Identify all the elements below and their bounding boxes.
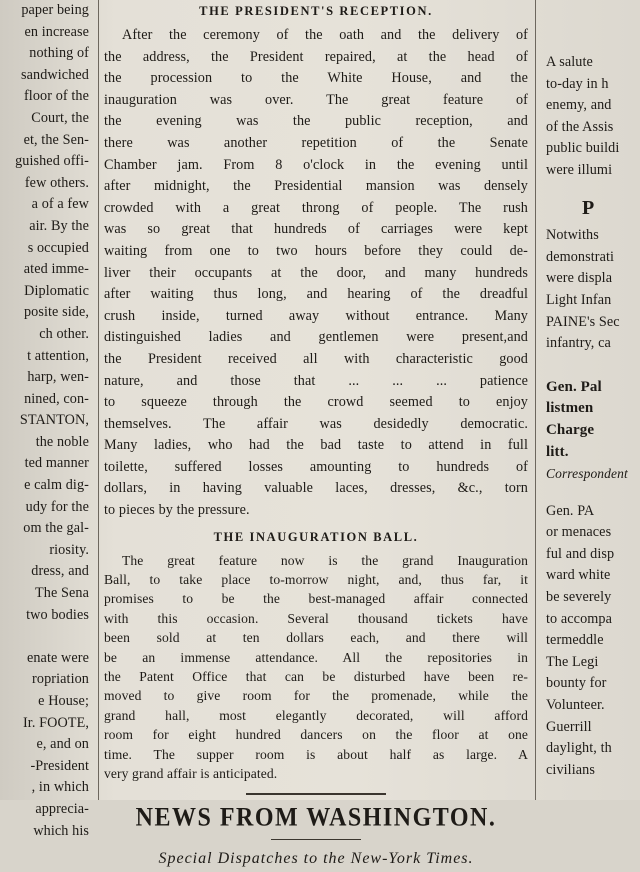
article-line: the Patent Office that can be disturbed have been re- xyxy=(104,669,528,684)
left-column-line: air. By the xyxy=(29,217,89,234)
right-column-line: The Legi xyxy=(546,653,599,670)
right-column-line: be severely xyxy=(546,589,612,606)
left-column-line: enate were xyxy=(26,649,89,666)
section-subtitle: Special Dispatches to the New-York Times. xyxy=(158,850,474,868)
article-line: dollars, in having valuable laces, dresses, &c., torn xyxy=(104,480,528,497)
left-column-line: a of a few xyxy=(31,196,89,213)
left-column-line: ted manner xyxy=(24,455,89,472)
right-column-line: Volunteer. xyxy=(546,697,605,714)
left-column-line: ropriation xyxy=(32,671,89,688)
column-rule xyxy=(98,0,99,800)
article-line: distinguished ladies and gentlemen were present,and xyxy=(104,329,528,346)
right-column-line: demonstrati xyxy=(546,248,615,265)
article-line: crowded with a great throng of people. The rush xyxy=(104,199,528,216)
left-column-line: t attention, xyxy=(27,347,89,364)
left-column-line: harp, wen- xyxy=(27,369,89,386)
left-column-line: s occupied xyxy=(27,239,89,256)
right-column-line: infantry, ca xyxy=(546,335,611,352)
left-column-line: ch other. xyxy=(39,325,89,342)
article-line: Ball, to take place to-morrow night, and, thus far, it xyxy=(104,572,528,588)
article-line: after waiting thus long, and hearing of the dreadful xyxy=(104,286,528,303)
left-column-line: -President xyxy=(30,757,89,774)
left-column-line: guished offi- xyxy=(15,153,89,170)
article-line: liver their occupants at the door, and many hundreds xyxy=(104,264,528,281)
article-line: room for eight hundred dancers on the floor at one xyxy=(104,727,528,743)
right-column-line: daylight, th xyxy=(546,740,612,757)
article-body-reception xyxy=(104,25,528,522)
column-rule xyxy=(535,0,536,800)
right-column-line: ward white xyxy=(546,567,611,584)
left-column-line: e calm dig- xyxy=(24,477,89,494)
right-block-b xyxy=(542,225,640,355)
left-column-line: sandwiched xyxy=(21,66,89,83)
right-column-line: PAINE's Sec xyxy=(546,313,620,330)
left-column-line: floor of the xyxy=(23,88,89,105)
article-line: there was another repetition of the Senate xyxy=(104,134,528,151)
article-line: nature, and those that ... ... ... patience xyxy=(104,372,528,389)
article-heading-ball: THE INAUGURATION BALL. xyxy=(213,529,419,544)
section-divider-small xyxy=(271,839,361,840)
left-column-line: udy for the xyxy=(25,498,89,515)
article-line: was so great that hundreds of carriages were kept xyxy=(104,221,528,238)
left-column-line: nothing of xyxy=(29,45,89,62)
left-column-line: STANTON, xyxy=(19,412,89,429)
article-line: The great feature now is the grand Inauguration xyxy=(122,552,528,568)
right-column-line: to-day in h xyxy=(546,75,609,92)
right-column-line: were displa xyxy=(546,270,613,287)
right-heading-line: Charge xyxy=(546,421,595,438)
article-line: to pieces by the pressure. xyxy=(104,502,250,519)
middle-column xyxy=(104,0,528,868)
article-line: to squeeze through the crowd seemed to enjoy xyxy=(104,394,528,411)
section-title: NEWS FROM WASHINGTON. xyxy=(135,804,497,833)
right-column-line: Notwiths xyxy=(546,227,599,244)
right-column-line: were illumi xyxy=(546,161,613,178)
left-column-line: om the gal- xyxy=(23,520,89,537)
left-column-line: Ir. FOOTE, xyxy=(22,714,89,731)
left-column-line: two bodies xyxy=(26,606,89,623)
right-heading-line: Gen. Pal xyxy=(546,378,602,395)
left-column-line: few others. xyxy=(24,174,89,191)
left-column-line xyxy=(0,626,92,648)
article-line: the address, the President repaired, at the head of xyxy=(104,48,528,65)
left-column-line: paper being xyxy=(21,2,89,18)
left-column-line: apprecia- xyxy=(35,800,89,817)
article-line: inauguration was over. The great feature of xyxy=(104,91,528,108)
left-column-line: which his xyxy=(33,822,89,839)
article-line: toilette, suffered losses amounting to hundreds of xyxy=(104,458,528,475)
left-column-line: , in which xyxy=(31,779,89,796)
left-column-line: ated imme- xyxy=(23,261,89,278)
article-line: be an immense attendance. All the repositories in xyxy=(104,649,528,665)
right-block-c xyxy=(542,501,640,782)
article-line: been sold at ten dollars each, and there will xyxy=(104,630,528,646)
right-column-line: A salute xyxy=(546,54,593,70)
right-heading-line: listmen xyxy=(546,400,594,417)
left-column-line: riosity. xyxy=(49,541,89,558)
left-column-line: en increase xyxy=(24,23,89,40)
right-heading-gen xyxy=(542,377,640,463)
article-line: the procession to the White House, and the xyxy=(104,70,528,87)
article-line: themselves. The affair was desidedly democratic. xyxy=(104,415,528,432)
article-line: grand hall, most elegantly decorated, will afford xyxy=(104,707,528,723)
right-column-line: Gen. PA xyxy=(546,502,595,519)
right-column-line: public buildi xyxy=(546,140,620,157)
article-line: very grand affair is anticipated. xyxy=(104,765,278,781)
right-column-line: termeddle xyxy=(546,632,604,649)
article-line: the President received all with characteristic good xyxy=(104,350,528,367)
right-column-line: bounty for xyxy=(546,675,607,692)
right-correspondent: Correspondent xyxy=(546,466,628,482)
right-block-a xyxy=(542,52,640,182)
left-column-line: et, the Sen- xyxy=(23,131,89,148)
left-column-line: Diplomatic xyxy=(24,282,89,299)
article-line: with this occasion. Several thousand tickets have xyxy=(104,610,528,626)
section-divider xyxy=(246,793,386,795)
left-column-line: posite side, xyxy=(23,304,89,321)
left-column-line: nined, con- xyxy=(24,390,89,407)
article-line: promises to be the best-managed affair connected xyxy=(104,591,528,607)
left-column-line: e House; xyxy=(38,693,89,709)
right-column-line: ful and disp xyxy=(546,545,615,562)
left-column-line: e, and on xyxy=(36,736,89,753)
right-column xyxy=(542,0,640,800)
article-line: moved to give room for the promenade, while the xyxy=(104,688,528,704)
right-column-line: to accompa xyxy=(546,610,612,627)
article-line: time. The supper room is about half as large. A xyxy=(104,746,528,762)
right-column-line: civilians xyxy=(546,761,595,778)
article-line: crush inside, turned away without entrance. Many xyxy=(104,307,528,324)
article-body-ball xyxy=(104,551,528,784)
right-column-line: or menaces xyxy=(546,524,612,541)
article-line: After the ceremony of the oath and the delivery of xyxy=(122,27,528,43)
article-heading-reception: THE PRESIDENT'S RECEPTION. xyxy=(199,4,433,18)
left-column-line: the noble xyxy=(35,433,89,450)
article-line: waiting from one to two hours before they could de- xyxy=(104,242,528,259)
right-heading: P xyxy=(582,196,595,219)
right-column-line: Light Infan xyxy=(546,291,612,308)
article-line: after midnight, the Presidential mansion was densely xyxy=(104,178,528,195)
article-line: the evening was the public reception, and xyxy=(104,113,528,130)
article-line: Chamber jam. From 8 o'clock in the evening until xyxy=(104,156,528,173)
left-column-line: The Sena xyxy=(35,585,89,602)
left-column xyxy=(0,0,92,839)
left-column-line: Court, the xyxy=(31,109,89,126)
left-column-line: dress, and xyxy=(31,563,89,580)
right-column-line: Guerrill xyxy=(546,718,592,735)
right-column-line: enemy, and xyxy=(546,97,612,114)
right-heading-line: litt. xyxy=(546,443,569,460)
right-column-line: of the Assis xyxy=(546,118,614,135)
article-line: Many ladies, who had the bad taste to attend in full xyxy=(104,437,528,454)
